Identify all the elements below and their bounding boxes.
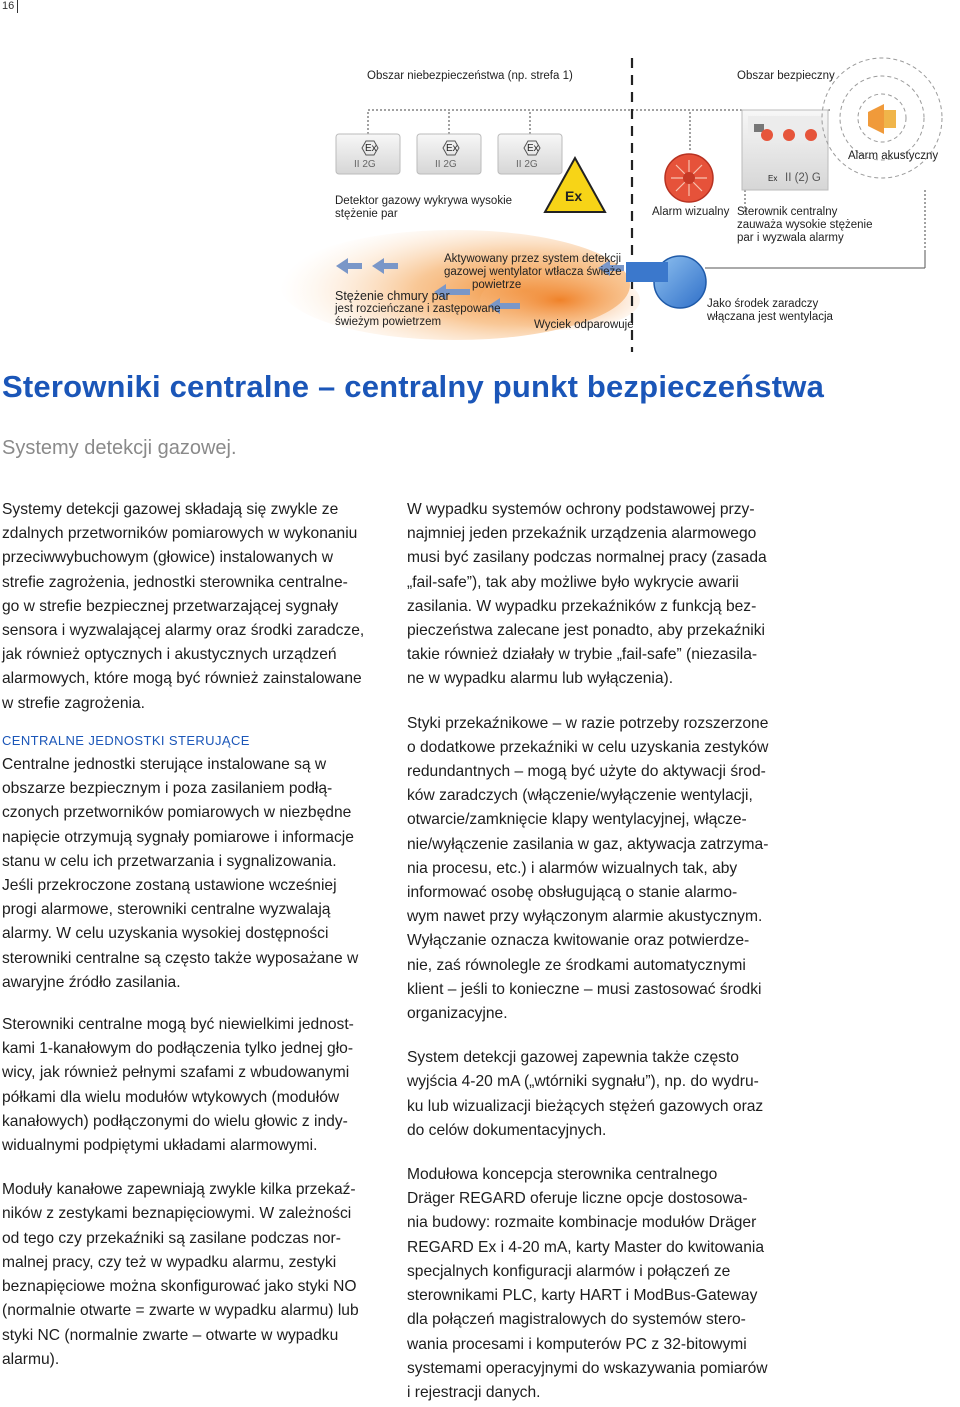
page-number: 16 bbox=[2, 0, 15, 12]
section-heading: CENTRALNE JEDNOSTKI STERUJĄCE bbox=[2, 732, 250, 748]
ex-label-controller: Ex bbox=[768, 174, 778, 183]
right-paragraph-3: System detekcji gazowej zapewnia także często wyjścia 4-20 mA („wtórniki sygnału”), np. do wydru- ku lub wizualizacji bieżących stężeń gazowych oraz do celów dokumentacyjnych. bbox=[407, 1049, 764, 1139]
ventilation-description: Jako środek zaradczy włączana jest wentylacja bbox=[707, 298, 833, 323]
ex-label-3: Ex bbox=[527, 143, 539, 154]
ex-label-1: Ex bbox=[365, 143, 377, 154]
detector-description: Detektor gazowy wykrywa wysokie stężenie par bbox=[335, 195, 513, 220]
ex-class-controller: II (2) G bbox=[785, 172, 821, 184]
left-paragraph-3: Sterowniki centralne mogą być niewielkimi jednost- kami 1-kanałowym do podłączenia tylko jednej gło- wicy, jak również pełnymi szafami z wbudowanymi półkami dla wielu modułów wtykowych (modułów kanałowych) podłączonymi do wielu głowic z indy- widualnymi podpiętymi układami alarmowymi. bbox=[2, 1016, 354, 1155]
ex-warning-text: Ex bbox=[565, 188, 583, 204]
left-paragraph-2: Centralne jednostki sterujące instalowane są w obszarze bezpiecznym i poza zasilaniem podłą- czonych przetworników pomiarowych w niezbędne napięcie otrzymują sygnały pomiarowe i informacje stanu w celu ich przetwarzania i sygnalizowania. Jeśli przekroczone zostaną ustawione wcześniej progi alarmowe, sterowniki centralne wyzwalają alarmy. W celu uzyskania wysokiej dostępności sterowniki centralne są często także wyposażane w awaryjne źródło zasilania. bbox=[2, 756, 359, 991]
page-subtitle: Systemy detekcji gazowej. bbox=[2, 437, 237, 459]
right-paragraph-1: W wypadku systemów ochrony podstawowej przy- najmniej jeden przekaźnik urządzenia alarmowego musi być zasilany podczas normalnej pracy (zasada „fail-safe”), tak aby możliwe było wykrycie awarii zasilania. W wypadku przekaźników z funkcją bez- pieczeństwa zalecane jest ponadto, aby przekaźniki takie również działały w trybie „fail-safe” (niezasila- ne w wypadku alarmu lub wyłączenia). bbox=[407, 501, 767, 688]
safe-zone-label: Obszar bezpieczny bbox=[737, 70, 835, 82]
fan-description: Aktywowany przez system detekcji gazowej wentylator wtłacza świeże powietrze bbox=[444, 253, 622, 291]
visual-alarm-label: Alarm wizualny bbox=[652, 206, 730, 218]
acoustic-alarm-label: Alarm akustyczny bbox=[848, 150, 939, 162]
left-column bbox=[2, 498, 364, 1372]
ex-class-3: II 2G bbox=[516, 159, 538, 170]
leak-description: Wyciek odparowuje bbox=[534, 319, 634, 331]
right-column bbox=[407, 498, 768, 1405]
left-paragraph-1: Systemy detekcji gazowej składają się zwykle ze zdalnych przetworników pomiarowych w wykonaniu przeciwwybuchowym (głowice) instalowanych w strefie zagrożenia, jednostki sterownika centralne- go w strefie bezpiecznej przetwarzającej sygnały sensora i wyzwalającej alarmy oraz środki zaradcze, jak również optycznych i akustycznych urządzeń alarmowych, które mogą być również zainstalowane w strefie zagrożenia. bbox=[2, 501, 365, 712]
cloud-description: Stężenie chmury par jest rozcieńczane i zastępowane świeżym powietrzem bbox=[335, 289, 501, 328]
ex-label-2: Ex bbox=[446, 143, 458, 154]
control-lines bbox=[705, 250, 925, 268]
controller-description: Sterownik centralny zauważa wysokie stężenie par i wyzwala alarmy bbox=[737, 206, 873, 244]
left-paragraph-4: Moduły kanałowe zapewniają zwykle kilka przekaź- ników z zestykami beznapięciowymi. W zależności od tego czy przekaźniki są zasilane podczas nor- malnej pracy, czy też w wypadku alarmu, zestyki beznapięciowe można skonfigurować jako styki NO (normalnie otwarte = zwarte w wypadku alarmu) lub styki NC (normalnie zwarte – otwarte w wypadku alarmu). bbox=[2, 1181, 359, 1368]
right-paragraph-2: Styki przekaźnikowe – w razie potrzeby rozszerzone o dodatkowe przekaźniki w celu uzyskania zestyków redundantnych – mogą być użyte do aktywacji środ- ków zaradczych (włączenie/wyłączenie wentylacji, otwarcie/zamknięcie klapy wentylacyjnej, włącze- nie/wyłączenie zasilania w gaz, aktywacja zatrzyma- nia procesu, etc.) i alarmów wizualnych tak, aby informować osobę obsługującą o stanie alarmo- wym nawet przy wyłączonym alarmie akustycznym. Wyłączanie oznacza kwitowanie oraz potwierdze- nie, zaś równolegle ze środkami automatycznymi klient – jeśli to konieczne – musi zastosować środki organizacyjne. bbox=[407, 714, 769, 1023]
right-paragraph-4: Modułowa koncepcja sterownika centralnego Dräger REGARD oferuje liczne opcje dostosowa- nia budowy: rozmaite kombinacje modułów Dräger REGARD Ex i 4-20 mA, karty Master do kwitowania specjalnych konfiguracji alarmów i połączeń ze sterownikami PLC, karty HART i ModBus-Gateway dla połączeń magistralowych do systemów stero- wania procesami i komputerów PC z 32-bitowymi systemami operacyjnymi do wskazywania pomiarów i rejestracji danych. bbox=[407, 1166, 768, 1401]
ex-class-2: II 2G bbox=[435, 159, 457, 170]
ex-class-1: II 2G bbox=[354, 159, 376, 170]
hazard-zone-label: Obszar niebezpieczeństwa (np. strefa 1) bbox=[367, 70, 573, 82]
page-title: Sterowniki centralne – centralny punkt bezpieczeństwa bbox=[2, 369, 825, 404]
gas-detection-diagram bbox=[0, 0, 960, 360]
